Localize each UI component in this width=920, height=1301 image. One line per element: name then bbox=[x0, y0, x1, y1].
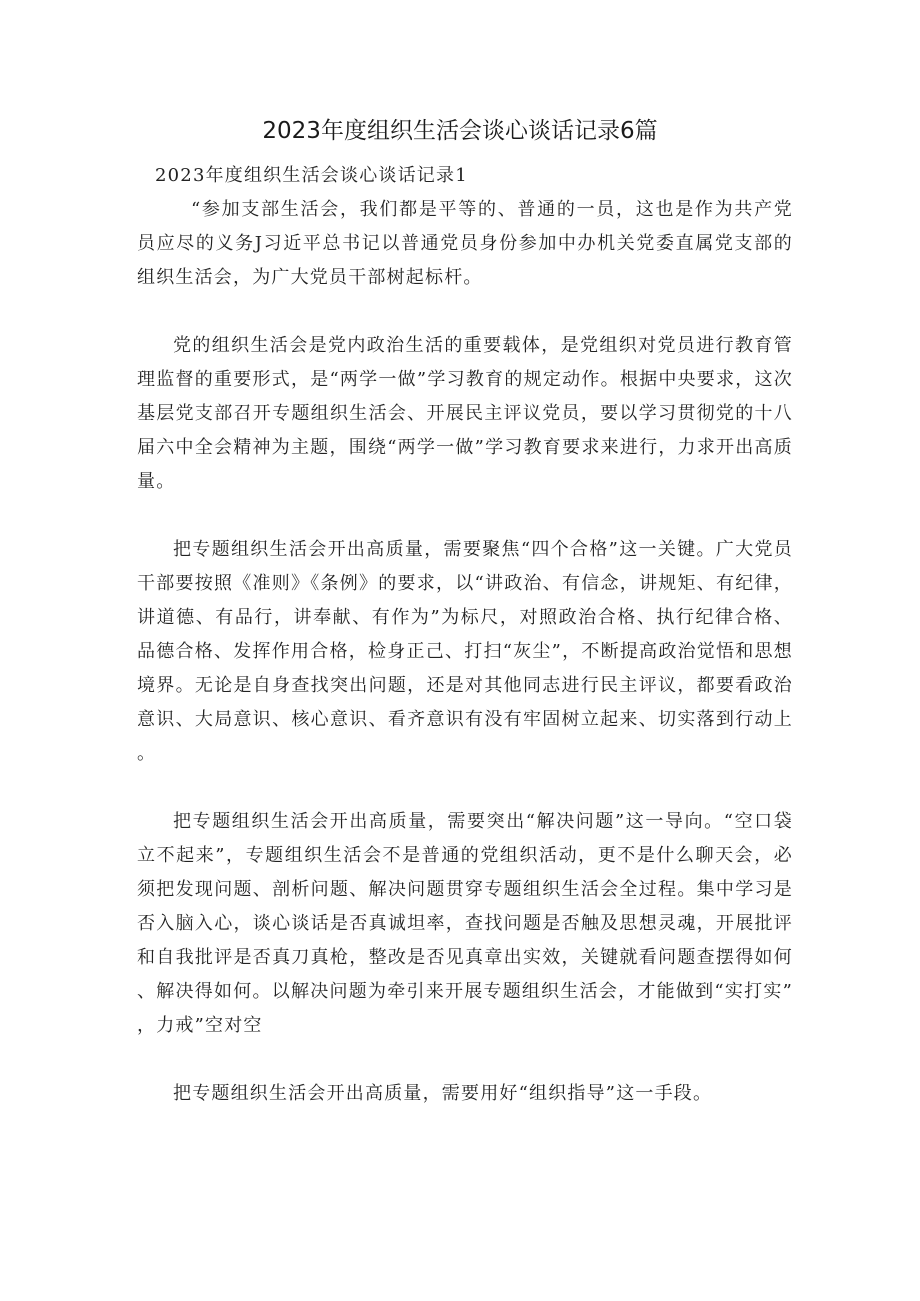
paragraph-1: “参加支部生活会，我们都是平等的、普通的一员，这也是作为共产党员应尽的义务J习近平总书记以普通党员身份参加中办机关党委直属党支部的组织生活会，为广大党员干部树起标杆。 bbox=[137, 199, 793, 288]
section-heading: 2023年度组织生活会谈心谈话记录1 bbox=[155, 165, 468, 186]
paragraph-4: 把专题组织生活会开出高质量，需要突出“解决问题”这一导向。“空口袋立不起来”，专题组织生活会不是普通的党组织活动，更不是什么聊天会，必须把发现问题、剖析问题、解决问题贯穿专题组织生活会全过程。集中学习是否入脑入心，谈心谈话是否真诚坦率，查找问题是否触及思想灵魂，开展批评和自我批评是否真刀真枪，整改是否见真章出实效，关键就看问题查摆得如何、解决得如何。以解决问题为牵引来开展专题组织生活会，才能做到“实打实”，力戒”空对空 bbox=[137, 811, 793, 1036]
paragraph-5: 把专题组织生活会开出高质量，需要用好“组织指导”这一手段。 bbox=[173, 1083, 713, 1104]
document-body bbox=[137, 159, 793, 1111]
document-title: 2023年度组织生活会谈心谈话记录6篇 bbox=[262, 118, 658, 144]
paragraph-3: 把专题组织生活会开出高质量，需要聚焦“四个合格”这一关键。广大党员干部要按照《准则》《条例》的要求，以“讲政治、有信念，讲规矩、有纪律，讲道德、有品行，讲奉献、有作为”为标尺，对照政治合格、执行纪律合格、品德合格、发挥作用合格，检身正己、打扫“灰尘”，不断提高政治觉悟和思想境界。无论是自身查找突出问题，还是对其他同志进行民主评议，都要看政治意识、大局意识、核心意识、看齐意识有没有牢固树立起来、切实落到行动上。 bbox=[137, 539, 793, 764]
paragraph-2: 党的组织生活会是党内政治生活的重要载体，是党组织对党员进行教育管理监督的重要形式，是“两学一做”学习教育的规定动作。根据中央要求，这次基层党支部召开专题组织生活会、开展民主评议党员，要以学习贯彻党的十八届六中全会精神为主题，围绕“两学一做”学习教育要求来进行，力求开出高质量。 bbox=[137, 335, 793, 492]
